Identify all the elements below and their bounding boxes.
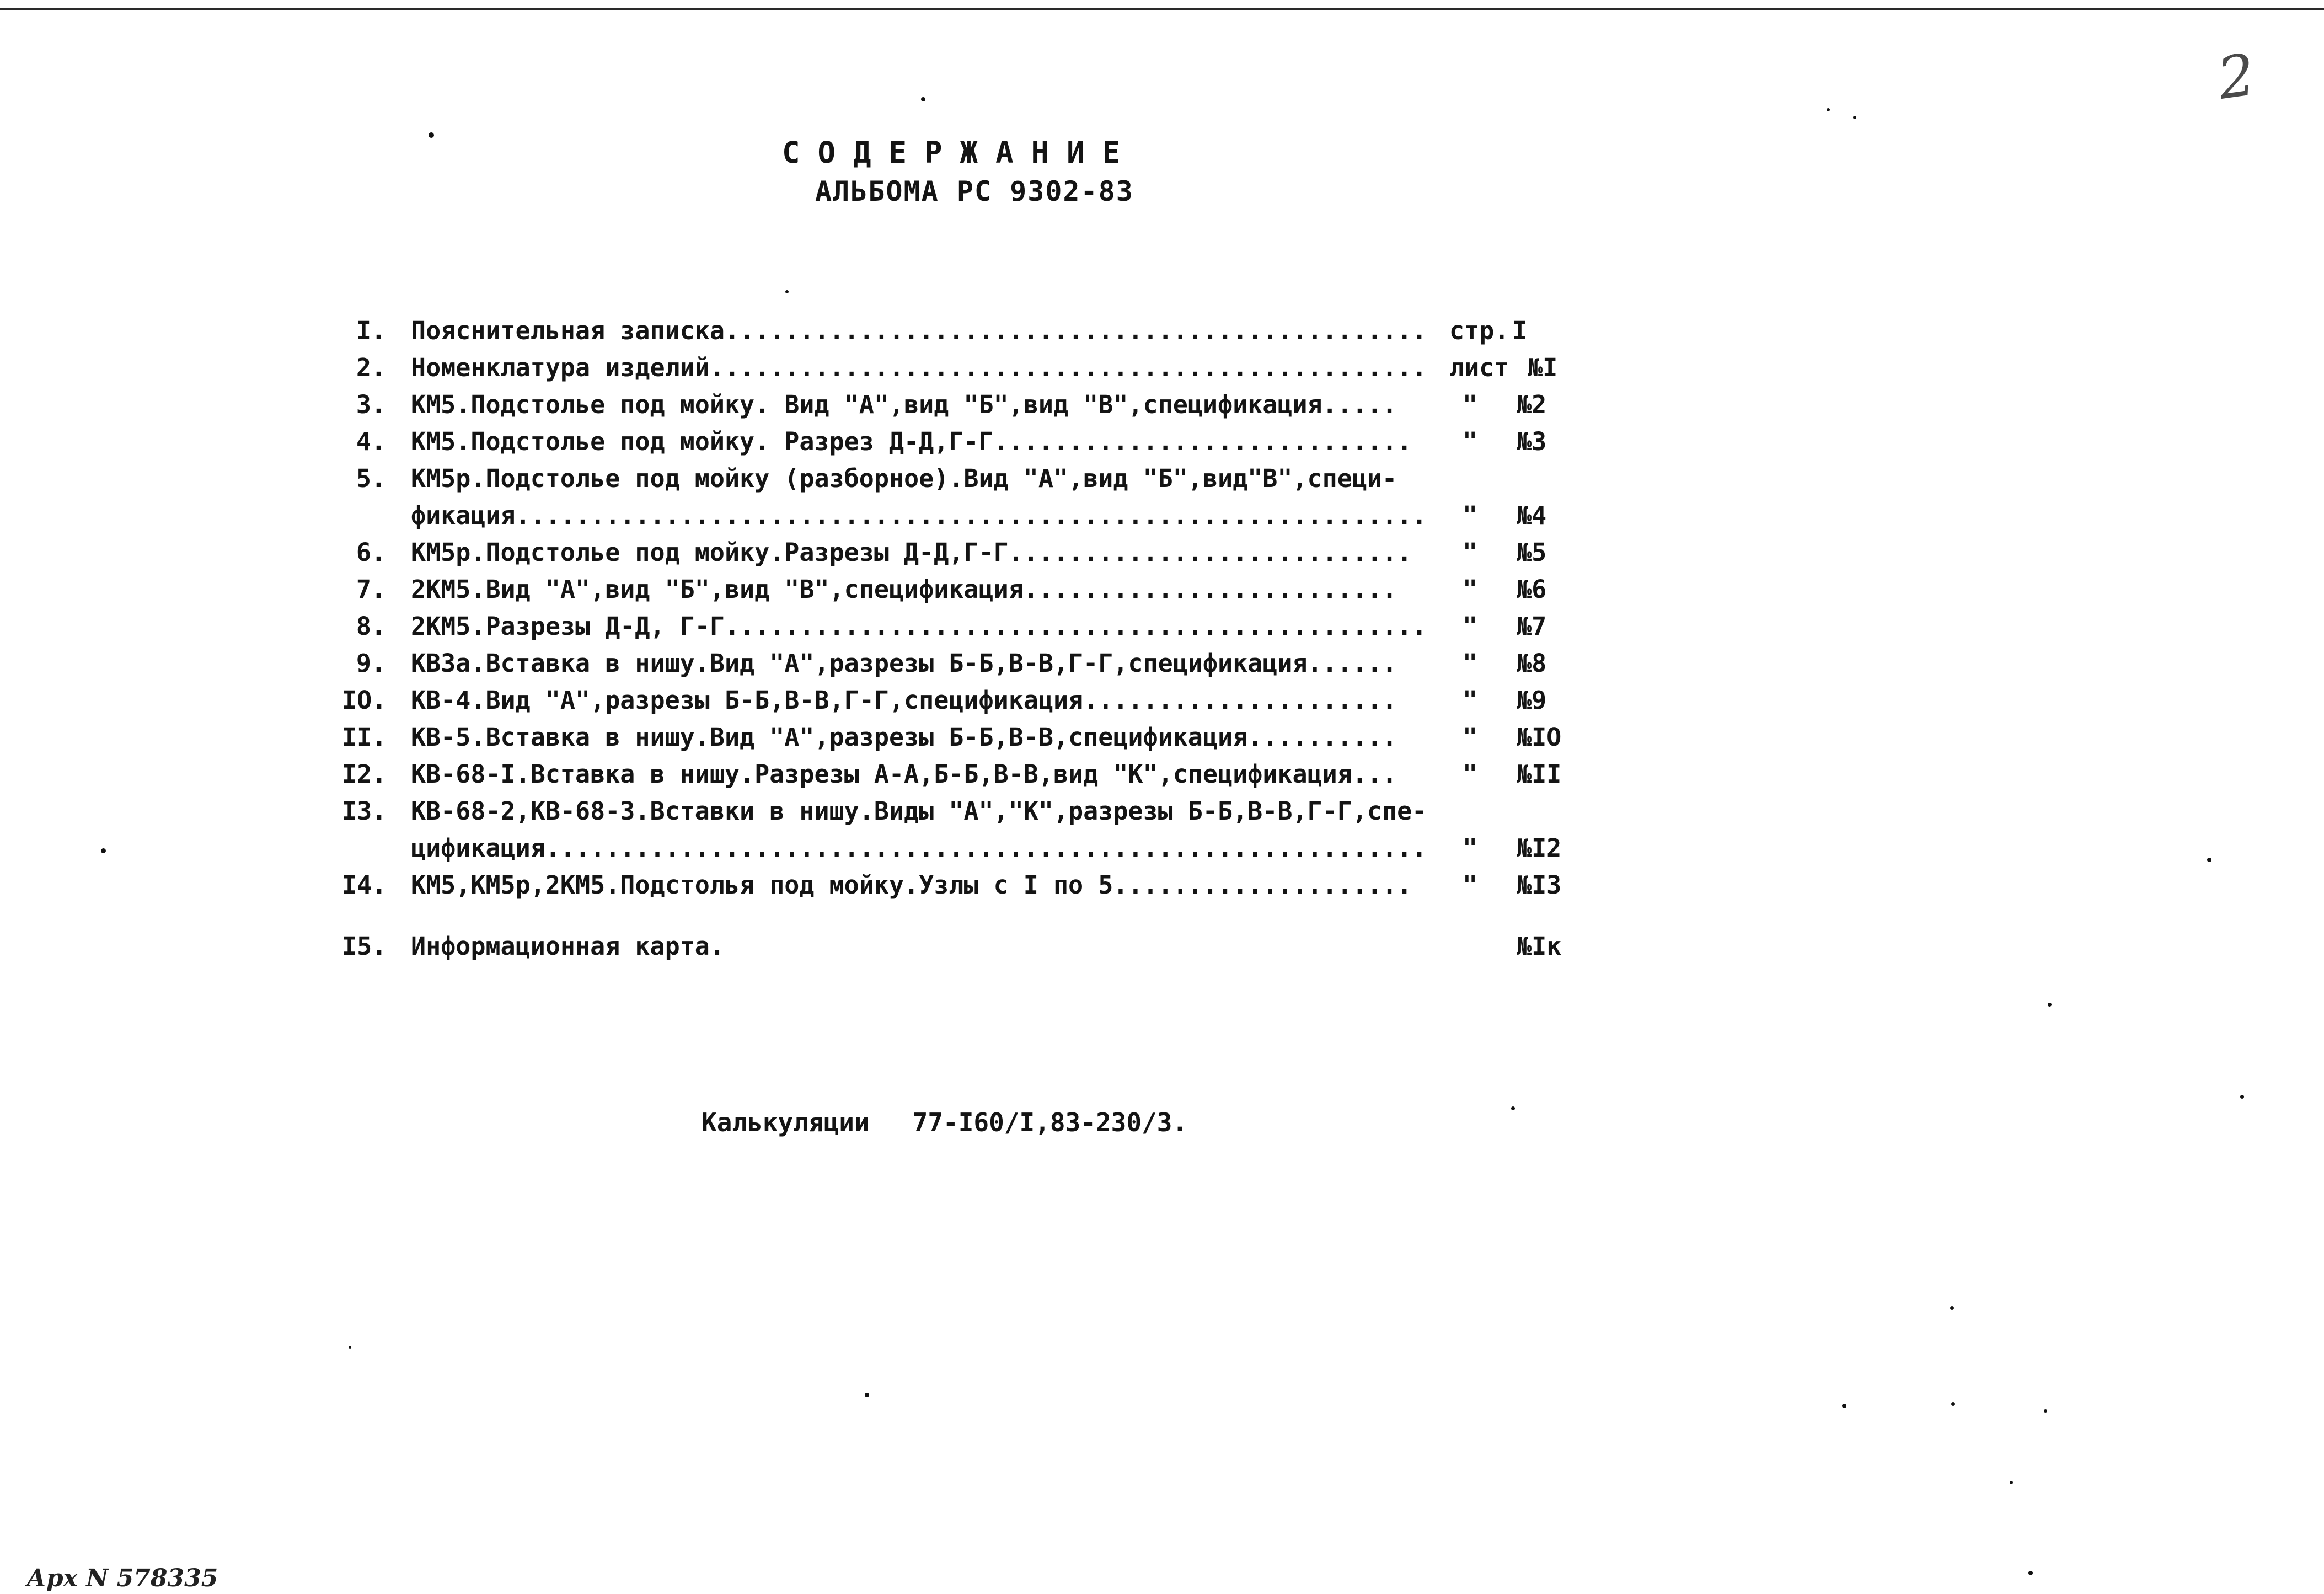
toc-item-text: КВ-4.Вид "А",разрезы Б-Б,В-В,Г-Г,спецификация..................... xyxy=(411,686,1397,715)
scan-speck xyxy=(2240,1095,2244,1099)
scan-speck xyxy=(349,1346,351,1349)
toc-item-text: КМ5,КМ5р,2КМ5.Подстолья под мойку.Узлы с I по 5.................... xyxy=(411,870,1412,900)
toc-row xyxy=(0,758,1599,791)
toc-item-number: 7. xyxy=(356,575,386,604)
scan-speck xyxy=(1853,116,1856,119)
scan-speck xyxy=(865,1393,869,1397)
toc-item-ref: " xyxy=(1463,501,1478,530)
toc-item-sheet: №Iк xyxy=(1517,932,1562,961)
toc-item-text: КВ-68-2,КВ-68-3.Вставки в нишу.Виды "А","К",разрезы Б-Б,В-В,Г-Г,спе- xyxy=(411,796,1427,826)
scan-speck xyxy=(2207,858,2211,862)
toc-row xyxy=(0,610,1599,643)
page-title: СОДЕРЖАНИЕ xyxy=(782,135,1138,170)
toc-item-text: КМ5р.Подстолье под мойку.Разрезы Д-Д,Г-Г........................... xyxy=(411,538,1412,567)
toc-item-number: 8. xyxy=(356,612,386,641)
toc-row xyxy=(0,832,1599,865)
scan-speck xyxy=(1827,108,1830,111)
toc-row xyxy=(0,388,1599,421)
toc-item-ref: " xyxy=(1463,759,1478,789)
toc-item-sheet: №I3 xyxy=(1517,870,1562,900)
toc-item-number: I5. xyxy=(342,932,387,961)
toc-item-number: II. xyxy=(342,723,387,752)
toc-row xyxy=(0,930,1599,963)
toc-row xyxy=(0,684,1599,717)
toc-row xyxy=(0,462,1599,495)
scan-speck xyxy=(2028,1571,2033,1575)
toc-item-number: 5. xyxy=(356,464,386,493)
toc-item-sheet: №I2 xyxy=(1517,833,1562,863)
scan-speck xyxy=(1842,1404,1846,1408)
calculation-label: Калькуляции xyxy=(702,1108,870,1137)
toc-row xyxy=(0,499,1599,532)
scan-speck xyxy=(101,848,106,853)
toc-item-sheet: №3 xyxy=(1517,427,1547,456)
toc-row xyxy=(0,869,1599,902)
toc-item-text: Пояснительная записка............................................... xyxy=(411,316,1427,345)
toc-item-number: 4. xyxy=(356,427,386,456)
toc-item-sheet: №7 xyxy=(1517,612,1547,641)
toc-item-number: 6. xyxy=(356,538,386,567)
toc-item-text: КМ5.Подстолье под мойку. Разрез Д-Д,Г-Г............................ xyxy=(411,427,1412,456)
toc-item-sheet: №2 xyxy=(1517,390,1547,419)
toc-item-number: 2. xyxy=(356,353,386,382)
calculation-value: 77-I60/I,83-230/3. xyxy=(912,1108,1188,1137)
scan-speck xyxy=(429,132,434,138)
toc-row xyxy=(0,795,1599,828)
toc-item-number: I3. xyxy=(342,796,387,826)
toc-item-ref: " xyxy=(1463,649,1478,678)
toc-item-text: 2КМ5.Разрезы Д-Д, Г-Г............................................... xyxy=(411,612,1427,641)
scan-speck xyxy=(2048,1003,2052,1007)
toc-item-number: I2. xyxy=(342,759,387,789)
toc-item-sheet: №IO xyxy=(1517,723,1562,752)
page-subtitle: АЛЬБОМА РС 9302-83 xyxy=(815,175,1134,207)
toc-item-text: цификация........................................................... xyxy=(411,833,1427,863)
toc-item-text: КВ-5.Вставка в нишу.Вид "А",разрезы Б-Б,В-В,спецификация.......... xyxy=(411,723,1397,752)
toc-item-text: КВ3а.Вставка в нишу.Вид "А",разрезы Б-Б,В-В,Г-Г,спецификация...... xyxy=(411,649,1397,678)
toc-row xyxy=(0,647,1599,680)
toc-item-text: КМ5.Подстолье под мойку. Вид "А",вид "Б",вид "В",спецификация..... xyxy=(411,390,1397,419)
toc-item-text: 2КМ5.Вид "А",вид "Б",вид "В",спецификация......................... xyxy=(411,575,1397,604)
toc-item-number: I4. xyxy=(342,870,387,900)
toc-row xyxy=(0,351,1599,384)
toc-item-ref: " xyxy=(1463,870,1478,900)
toc-item-number: IO. xyxy=(342,686,387,715)
toc-item-ref: " xyxy=(1463,612,1478,641)
toc-row xyxy=(0,573,1599,606)
toc-item-sheet: I xyxy=(1512,316,1528,345)
toc-item-number: I. xyxy=(356,316,386,345)
scan-speck xyxy=(785,290,789,293)
toc-item-ref: " xyxy=(1463,686,1478,715)
top-edge-rule xyxy=(0,8,2324,10)
toc-item-sheet: №6 xyxy=(1517,575,1547,604)
toc-item-ref: " xyxy=(1463,723,1478,752)
toc-row xyxy=(0,314,1599,347)
toc-item-sheet: №II xyxy=(1517,759,1562,789)
toc-item-ref: " xyxy=(1463,390,1478,419)
toc-item-text: КВ-68-I.Вставка в нишу.Разрезы А-А,Б-Б,В-В,вид "К",спецификация... xyxy=(411,759,1397,789)
scan-speck xyxy=(921,97,925,101)
toc-item-ref: " xyxy=(1463,833,1478,863)
toc-item-ref: лист xyxy=(1449,353,1509,382)
calculation-reference xyxy=(702,1108,1187,1137)
toc-item-sheet: №I xyxy=(1528,353,1558,382)
toc-item-sheet: №5 xyxy=(1517,538,1547,567)
toc-row xyxy=(0,721,1599,754)
toc-row xyxy=(0,536,1599,569)
scan-speck xyxy=(1951,1402,1955,1406)
toc-item-ref: " xyxy=(1463,538,1478,567)
scan-speck xyxy=(2010,1481,2013,1484)
scan-speck xyxy=(1950,1306,1954,1310)
handwritten-page-number: 2 xyxy=(2213,40,2259,113)
toc-row xyxy=(0,425,1599,458)
toc-item-sheet: №9 xyxy=(1517,686,1547,715)
toc-item-ref: " xyxy=(1463,427,1478,456)
toc-item-ref: " xyxy=(1463,575,1478,604)
toc-item-ref: стр. xyxy=(1449,316,1509,345)
archive-stamp: Арх N 578335 xyxy=(26,1564,218,1592)
toc-item-sheet: №8 xyxy=(1517,649,1547,678)
scan-speck xyxy=(2044,1409,2047,1413)
toc-item-sheet: №4 xyxy=(1517,501,1547,530)
toc-item-text: Информационная карта. xyxy=(411,932,725,961)
toc-item-text: фикация............................................................. xyxy=(411,501,1427,530)
toc-item-number: 9. xyxy=(356,649,386,678)
toc-item-text: КМ5р.Подстолье под мойку (разборное).Вид "А",вид "Б",вид"В",специ- xyxy=(411,464,1397,493)
toc-item-number: 3. xyxy=(356,390,386,419)
scan-speck xyxy=(1511,1106,1515,1110)
toc-item-text: Номенклатура изделий................................................ xyxy=(411,353,1427,382)
